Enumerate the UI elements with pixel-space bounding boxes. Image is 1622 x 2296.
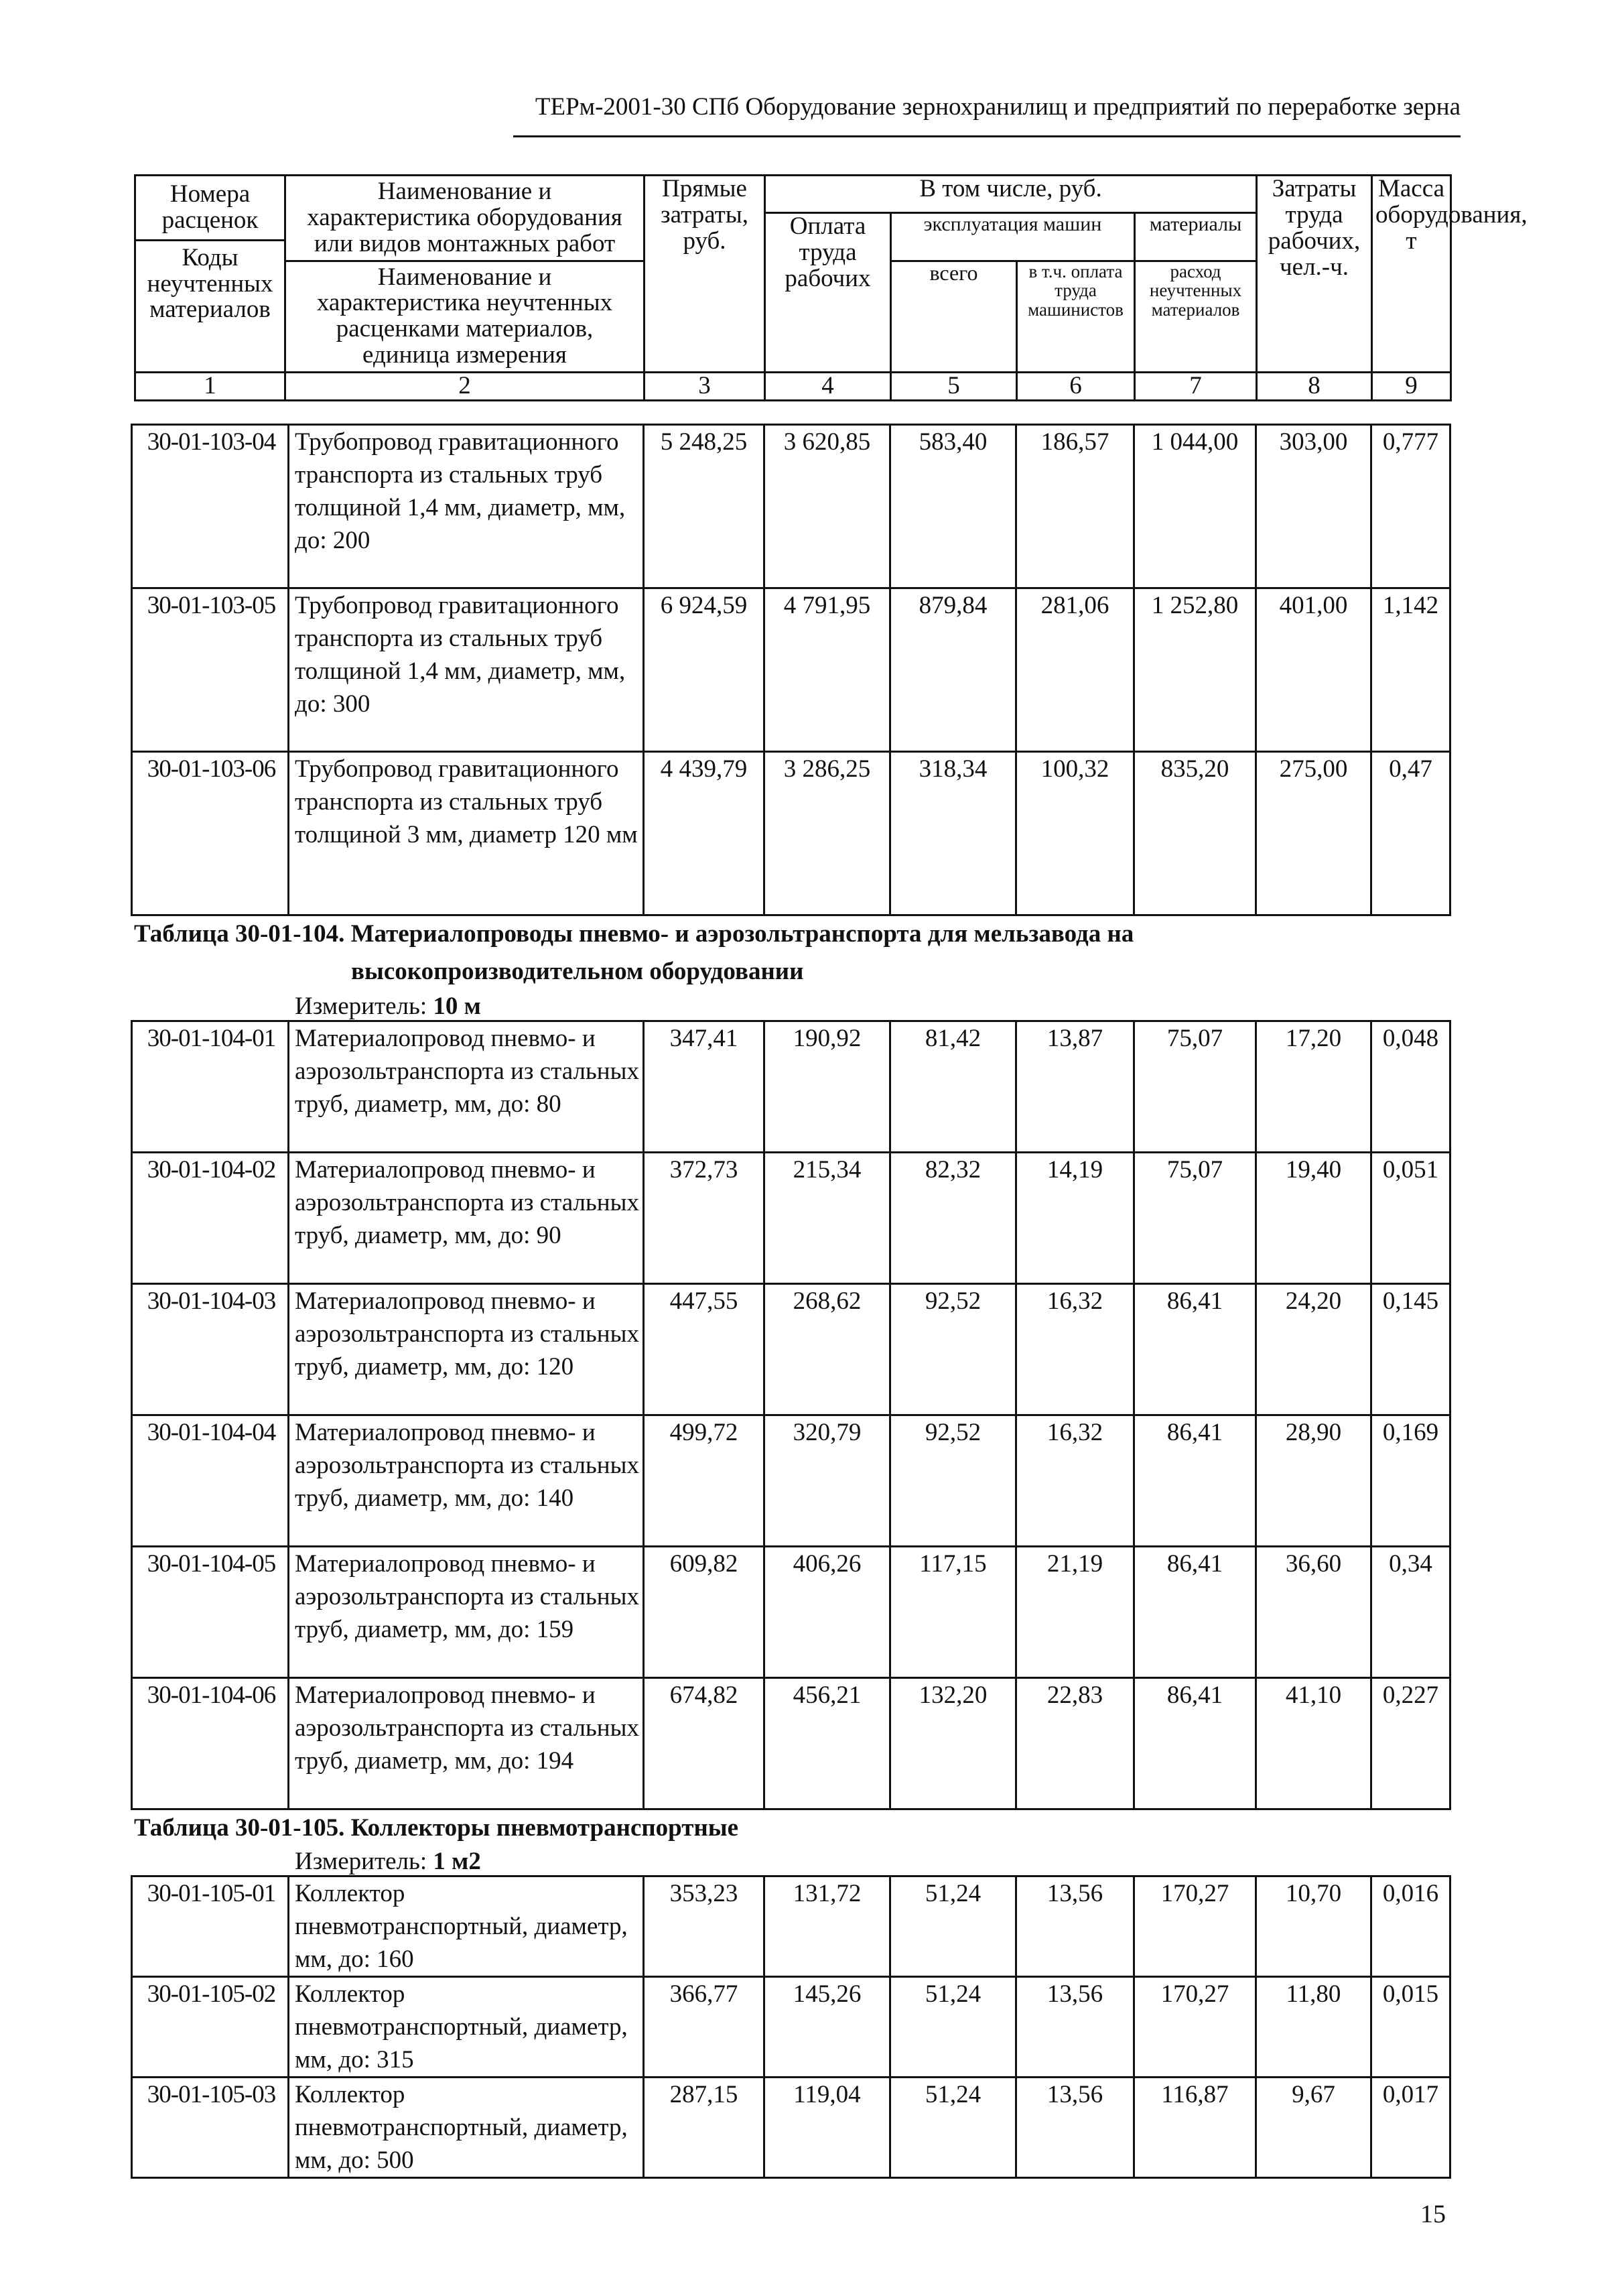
cell-materials: 116,87	[1134, 2078, 1256, 2178]
cell-mach-labor: 22,83	[1016, 1678, 1134, 1809]
cell-hours: 11,80	[1256, 1977, 1371, 2078]
cell-mass: 0,015	[1371, 1977, 1450, 2078]
cell-mass: 0,777	[1371, 425, 1450, 588]
rate-description: Материалопровод пневмо- и аэрозольтранспорта из стальных труб, диаметр, мм, до: 140	[289, 1415, 644, 1547]
col-name-bottom: Наименование и характеристика неучтенных расценками материалов, единица измерения	[316, 263, 613, 369]
cell-mach-labor: 13,56	[1016, 2078, 1134, 2178]
col-mass-header: Масса оборудования, т	[1372, 176, 1451, 373]
cell-labor: 119,04	[764, 2078, 890, 2178]
table-row	[132, 425, 1450, 588]
col-number: 1	[135, 372, 285, 400]
rate-description: Материалопровод пневмо- и аэрозольтранспорта из стальных труб, диаметр, мм, до: 120	[289, 1284, 644, 1415]
col-number: 3	[645, 372, 765, 400]
table-row	[132, 1547, 1450, 1678]
cell-labor: 406,26	[764, 1547, 890, 1678]
cell-materials: 86,41	[1134, 1547, 1256, 1678]
rate-code: 30-01-105-03	[132, 2078, 289, 2178]
cell-mass: 0,051	[1371, 1153, 1450, 1284]
rate-code: 30-01-104-04	[132, 1415, 289, 1547]
cell-labor: 320,79	[764, 1415, 890, 1547]
table-row	[132, 1284, 1450, 1415]
table-row	[132, 1021, 1450, 1153]
col-mach-labor-header: в т.ч. оплата труда машинистов	[1017, 261, 1135, 372]
col-codes-top: Номера расценок	[136, 176, 284, 241]
cell-direct: 347,41	[644, 1021, 764, 1153]
cell-labor: 4 791,95	[764, 588, 890, 752]
measure-label: Измеритель:	[295, 993, 427, 1020]
col-name-top: Наименование и характеристика оборудования или видов монтажных работ	[286, 176, 643, 262]
cell-mass: 0,145	[1371, 1284, 1450, 1415]
cell-mach: 82,32	[890, 1153, 1016, 1284]
col-machines-header: эксплуатация машин	[891, 213, 1135, 261]
cell-labor: 145,26	[764, 1977, 890, 2078]
cell-direct: 6 924,59	[644, 588, 764, 752]
cell-mach-labor: 13,87	[1016, 1021, 1134, 1153]
cell-mass: 0,016	[1371, 1876, 1450, 1977]
cell-hours: 24,20	[1256, 1284, 1371, 1415]
table-row	[132, 588, 1450, 752]
cell-mach-labor: 13,56	[1016, 1876, 1134, 1977]
cell-mach: 117,15	[890, 1547, 1016, 1678]
cell-direct: 5 248,25	[644, 425, 764, 588]
cell-materials: 86,41	[1134, 1415, 1256, 1547]
cell-mach: 879,84	[890, 588, 1016, 752]
col-codes-header	[135, 176, 285, 373]
col-number: 2	[285, 372, 645, 400]
cell-mass: 0,227	[1371, 1678, 1450, 1809]
cell-direct: 674,82	[644, 1678, 764, 1809]
cell-mass: 0,169	[1371, 1415, 1450, 1547]
cell-hours: 41,10	[1256, 1678, 1371, 1809]
table-30-01-104	[131, 1020, 1451, 1810]
cell-materials: 170,27	[1134, 1977, 1256, 2078]
rate-description: Трубопровод гравитационного транспорта из стальных труб толщиной 1,4 мм, диаметр, мм, до: 200	[289, 425, 644, 588]
table-104-caption-line2: высокопроизводительном оборудовании	[351, 958, 804, 985]
cell-materials: 86,41	[1134, 1678, 1256, 1809]
cell-labor: 3 620,85	[764, 425, 890, 588]
table-row	[132, 1977, 1450, 2078]
cell-mach: 81,42	[890, 1021, 1016, 1153]
table-row	[132, 1678, 1450, 1809]
rate-description: Материалопровод пневмо- и аэрозольтранспорта из стальных труб, диаметр, мм, до: 159	[289, 1547, 644, 1678]
rate-code: 30-01-103-05	[132, 588, 289, 752]
rate-description: Коллектор пневмотранспортный, диаметр, мм, до: 500	[289, 2078, 644, 2178]
table-row	[132, 2078, 1450, 2178]
table-row	[132, 1876, 1450, 1977]
cell-hours: 28,90	[1256, 1415, 1371, 1547]
rate-code: 30-01-105-01	[132, 1876, 289, 1977]
rate-code: 30-01-104-02	[132, 1153, 289, 1284]
cell-labor: 456,21	[764, 1678, 890, 1809]
column-numbers-row	[135, 372, 1451, 400]
rate-description: Материалопровод пневмо- и аэрозольтранспорта из стальных труб, диаметр, мм, до: 90	[289, 1153, 644, 1284]
cell-direct: 447,55	[644, 1284, 764, 1415]
cell-hours: 19,40	[1256, 1153, 1371, 1284]
measure-value: 1 м2	[433, 1848, 481, 1875]
cell-mach-labor: 100,32	[1016, 752, 1134, 915]
col-hours-header: Затраты труда рабочих, чел.-ч.	[1257, 176, 1372, 373]
cell-mach: 92,52	[890, 1284, 1016, 1415]
rate-description: Коллектор пневмотранспортный, диаметр, мм, до: 315	[289, 1977, 644, 2078]
rate-code: 30-01-103-06	[132, 752, 289, 915]
cell-hours: 10,70	[1256, 1876, 1371, 1977]
table-30-01-105	[131, 1875, 1451, 2179]
table-105-caption: Таблица 30-01-105. Коллекторы пневмотранспортные	[134, 1814, 739, 1842]
rate-description: Трубопровод гравитационного транспорта из стальных труб толщиной 1,4 мм, диаметр, мм, до: 300	[289, 588, 644, 752]
cell-materials: 86,41	[1134, 1284, 1256, 1415]
cell-mach-labor: 16,32	[1016, 1415, 1134, 1547]
cell-mass: 0,47	[1371, 752, 1450, 915]
table-104-caption-line1: Таблица 30-01-104. Материалопроводы пневмо- и аэрозольтранспорта для мельзавода на	[134, 920, 1134, 948]
col-mach-total-header: всего	[891, 261, 1017, 372]
col-name-header	[285, 176, 645, 373]
cell-direct: 353,23	[644, 1876, 764, 1977]
cell-hours: 9,67	[1256, 2078, 1371, 2178]
cell-direct: 499,72	[644, 1415, 764, 1547]
cell-mach: 92,52	[890, 1415, 1016, 1547]
cell-mach-labor: 16,32	[1016, 1284, 1134, 1415]
cell-hours: 275,00	[1256, 752, 1371, 915]
rate-description: Материалопровод пневмо- и аэрозольтранспорта из стальных труб, диаметр, мм, до: 80	[289, 1021, 644, 1153]
rate-code: 30-01-104-05	[132, 1547, 289, 1678]
rate-description: Коллектор пневмотранспортный, диаметр, мм, до: 160	[289, 1876, 644, 1977]
col-mat-consumption-header: расход неучтенных материалов	[1135, 261, 1257, 372]
cell-labor: 268,62	[764, 1284, 890, 1415]
col-number: 8	[1257, 372, 1372, 400]
cell-hours: 36,60	[1256, 1547, 1371, 1678]
cell-mach-labor: 21,19	[1016, 1547, 1134, 1678]
cell-materials: 75,07	[1134, 1021, 1256, 1153]
cell-hours: 401,00	[1256, 588, 1371, 752]
cell-direct: 609,82	[644, 1547, 764, 1678]
table-row	[132, 1415, 1450, 1547]
cell-labor: 3 286,25	[764, 752, 890, 915]
column-header-table	[134, 174, 1528, 401]
cell-mach: 51,24	[890, 1977, 1016, 2078]
col-materials-header: материалы	[1135, 213, 1257, 261]
rate-code: 30-01-104-06	[132, 1678, 289, 1809]
cell-materials: 1 252,80	[1134, 588, 1256, 752]
cell-direct: 4 439,79	[644, 752, 764, 915]
rate-description: Материалопровод пневмо- и аэрозольтранспорта из стальных труб, диаметр, мм, до: 194	[289, 1678, 644, 1809]
cell-labor: 131,72	[764, 1876, 890, 1977]
table-row	[132, 752, 1450, 915]
cell-labor: 215,34	[764, 1153, 890, 1284]
col-labor-header: Оплата труда рабочих	[765, 213, 891, 373]
measure-label: Измеритель:	[295, 1848, 427, 1875]
col-number: 5	[891, 372, 1017, 400]
cell-mach-labor: 13,56	[1016, 1977, 1134, 2078]
page-header-title: ТЕРм-2001-30 СПб Оборудование зернохранилищ и предприятий по переработке зерна	[535, 93, 1461, 121]
cell-mach-labor: 281,06	[1016, 588, 1134, 752]
col-number: 6	[1017, 372, 1135, 400]
rate-code: 30-01-104-03	[132, 1284, 289, 1415]
cell-mass: 0,048	[1371, 1021, 1450, 1153]
rate-code: 30-01-105-02	[132, 1977, 289, 2078]
table-30-01-103	[131, 424, 1451, 916]
cell-materials: 75,07	[1134, 1153, 1256, 1284]
cell-mach: 51,24	[890, 2078, 1016, 2178]
cell-mach: 318,34	[890, 752, 1016, 915]
col-direct-header: Прямые затраты, руб.	[645, 176, 765, 373]
cell-labor: 190,92	[764, 1021, 890, 1153]
cell-mach-labor: 186,57	[1016, 425, 1134, 588]
cell-direct: 287,15	[644, 2078, 764, 2178]
measure-value: 10 м	[433, 993, 481, 1020]
col-number: 7	[1135, 372, 1257, 400]
cell-mach: 132,20	[890, 1678, 1016, 1809]
cell-hours: 303,00	[1256, 425, 1371, 588]
table-104-measure	[295, 992, 481, 1021]
cell-materials: 1 044,00	[1134, 425, 1256, 588]
cell-materials: 170,27	[1134, 1876, 1256, 1977]
cell-mach: 583,40	[890, 425, 1016, 588]
table-row	[132, 1153, 1450, 1284]
header-rule	[513, 135, 1461, 137]
cell-mass: 0,017	[1371, 2078, 1450, 2178]
col-in-total-header: В том числе, руб.	[765, 176, 1257, 213]
col-number: 9	[1372, 372, 1451, 400]
cell-direct: 372,73	[644, 1153, 764, 1284]
cell-mach: 51,24	[890, 1876, 1016, 1977]
table-105-measure	[295, 1847, 481, 1876]
cell-direct: 366,77	[644, 1977, 764, 2078]
cell-materials: 835,20	[1134, 752, 1256, 915]
col-number: 4	[765, 372, 891, 400]
rate-description: Трубопровод гравитационного транспорта из стальных труб толщиной 3 мм, диаметр 120 мм	[289, 752, 644, 915]
rate-code: 30-01-103-04	[132, 425, 289, 588]
page-number: 15	[1420, 2200, 1446, 2228]
cell-hours: 17,20	[1256, 1021, 1371, 1153]
cell-mass: 1,142	[1371, 588, 1450, 752]
rate-code: 30-01-104-01	[132, 1021, 289, 1153]
cell-mach-labor: 14,19	[1016, 1153, 1134, 1284]
col-codes-bottom: Коды неучтенных материалов	[147, 243, 273, 324]
cell-mass: 0,34	[1371, 1547, 1450, 1678]
